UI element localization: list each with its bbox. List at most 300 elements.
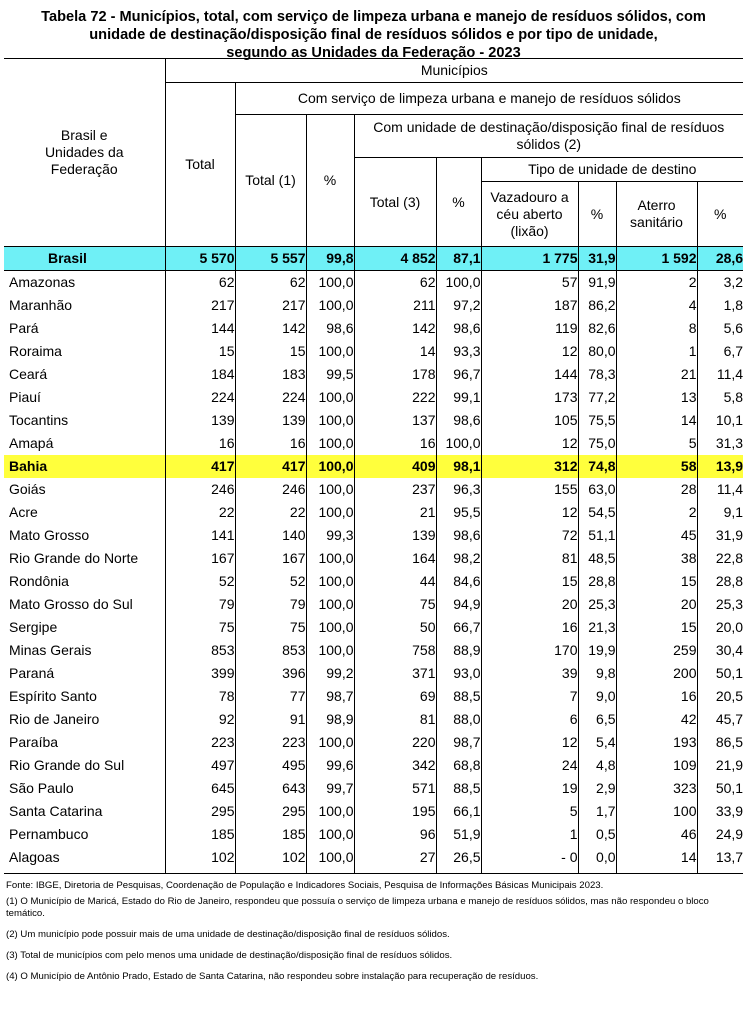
pct-aterro-cell: 5,6 <box>697 317 743 340</box>
pct-vazadouro-cell: 75,0 <box>578 432 616 455</box>
pct-1-cell: 99,5 <box>306 363 354 386</box>
vazadouro-cell: 15 <box>481 570 578 593</box>
uf-name-cell: Tocantins <box>9 412 69 428</box>
table-row <box>4 432 743 455</box>
vazadouro-cell: 1 <box>481 823 578 846</box>
total-1-cell: 224 <box>235 386 306 409</box>
total-cell: 224 <box>165 386 235 409</box>
pct-3-cell: 98,7 <box>436 731 481 754</box>
pct-1-cell: 99,3 <box>306 524 354 547</box>
total-1-cell: 142 <box>235 317 306 340</box>
total-1-cell: 52 <box>235 570 306 593</box>
pct-1-cell: 98,9 <box>306 708 354 731</box>
pct-aterro-cell: 28,8 <box>697 570 743 593</box>
vazadouro-cell: 170 <box>481 639 578 662</box>
pct-3-cell: 99,1 <box>436 386 481 409</box>
pct-1-cell: 100,0 <box>306 432 354 455</box>
aterro-cell: 42 <box>616 708 697 731</box>
total-3-cell: 4 852 <box>354 247 436 271</box>
aterro-cell: 16 <box>616 685 697 708</box>
pct-vazadouro-cell: 31,9 <box>578 247 616 271</box>
pct-1-cell: 99,7 <box>306 777 354 800</box>
total-3-cell: 220 <box>354 731 436 754</box>
total-cell: 62 <box>165 271 235 295</box>
total-1-cell: 5 557 <box>235 247 306 271</box>
vazadouro-cell: 155 <box>481 478 578 501</box>
pct-1-cell: 100,0 <box>306 386 354 409</box>
table-row <box>4 754 743 777</box>
pct-1-cell: 99,2 <box>306 662 354 685</box>
pct-aterro-cell: 20,5 <box>697 685 743 708</box>
total-3-cell: 142 <box>354 317 436 340</box>
pct-vazadouro-cell: 86,2 <box>578 294 616 317</box>
pct-1-cell: 99,6 <box>306 754 354 777</box>
pct-3-cell: 88,5 <box>436 777 481 800</box>
total-cell: 417 <box>165 455 235 478</box>
pct-3-cell: 88,5 <box>436 685 481 708</box>
pct-vazadouro-cell: 75,5 <box>578 409 616 432</box>
total-1-cell: 643 <box>235 777 306 800</box>
header-vazadouro: Vazadouro a céu aberto (lixão) <box>481 182 578 247</box>
pct-aterro-cell: 6,7 <box>697 340 743 363</box>
table-row <box>4 386 743 409</box>
title-line-1: Tabela 72 - Municípios, total, com serviço de limpeza urbana e manejo de resíduos sólidos, com <box>41 9 706 25</box>
vazadouro-cell: 39 <box>481 662 578 685</box>
total-cell: 144 <box>165 317 235 340</box>
uf-name-cell: Pernambuco <box>9 826 89 842</box>
document-page <box>4 0 743 983</box>
table-row <box>4 524 743 547</box>
total-3-cell: 342 <box>354 754 436 777</box>
pct-3-cell: 95,5 <box>436 501 481 524</box>
uf-name-cell: Bahia <box>4 455 165 478</box>
table-row <box>4 685 743 708</box>
pct-vazadouro-cell: 74,8 <box>578 455 616 478</box>
header-total: Total <box>165 83 235 247</box>
total-1-cell: 22 <box>235 501 306 524</box>
pct-vazadouro-cell: 0,0 <box>578 846 616 874</box>
total-cell: 52 <box>165 570 235 593</box>
total-cell: 141 <box>165 524 235 547</box>
header-com-servico: Com serviço de limpeza urbana e manejo de resíduos sólidos <box>235 83 743 115</box>
header-brasil-uf: Brasil e Unidades da Federação <box>4 59 165 247</box>
table-row <box>4 455 743 478</box>
vazadouro-cell: 16 <box>481 616 578 639</box>
pct-aterro-cell: 31,9 <box>697 524 743 547</box>
total-1-cell: 91 <box>235 708 306 731</box>
uf-name-cell: Espírito Santo <box>9 688 97 704</box>
table-row <box>4 501 743 524</box>
pct-1-cell: 100,0 <box>306 593 354 616</box>
vazadouro-cell: 24 <box>481 754 578 777</box>
total-1-cell: 79 <box>235 593 306 616</box>
pct-aterro-cell: 1,8 <box>697 294 743 317</box>
table-row <box>4 294 743 317</box>
pct-vazadouro-cell: 25,3 <box>578 593 616 616</box>
total-1-cell: 167 <box>235 547 306 570</box>
pct-vazadouro-cell: 48,5 <box>578 547 616 570</box>
aterro-cell: 4 <box>616 294 697 317</box>
pct-1-cell: 100,0 <box>306 823 354 846</box>
vazadouro-cell: 12 <box>481 501 578 524</box>
uf-name-cell: Amazonas <box>9 274 76 290</box>
total-1-cell: 77 <box>235 685 306 708</box>
pct-3-cell: 93,0 <box>436 662 481 685</box>
pct-aterro-cell: 50,1 <box>697 662 743 685</box>
vazadouro-cell: 119 <box>481 317 578 340</box>
uf-name-cell: Mato Grosso <box>9 527 90 543</box>
uf-name-cell: Acre <box>9 504 38 520</box>
total-cell: 102 <box>165 846 235 874</box>
table-title <box>4 0 743 61</box>
total-3-cell: 62 <box>354 271 436 295</box>
total-3-cell: 371 <box>354 662 436 685</box>
pct-3-cell: 98,6 <box>436 317 481 340</box>
aterro-cell: 21 <box>616 363 697 386</box>
uf-name-cell: Minas Gerais <box>9 642 92 658</box>
total-1-cell: 853 <box>235 639 306 662</box>
uf-name-cell: Ceará <box>9 366 48 382</box>
pct-vazadouro-cell: 9,8 <box>578 662 616 685</box>
total-cell: 5 570 <box>165 247 235 271</box>
table-row <box>4 478 743 501</box>
table-row <box>4 570 743 593</box>
total-cell: 246 <box>165 478 235 501</box>
pct-3-cell: 84,6 <box>436 570 481 593</box>
pct-vazadouro-cell: 91,9 <box>578 271 616 295</box>
total-3-cell: 27 <box>354 846 436 874</box>
header-tipo-unidade: Tipo de unidade de destino <box>481 158 743 182</box>
total-cell: 295 <box>165 800 235 823</box>
vazadouro-cell: 81 <box>481 547 578 570</box>
pct-vazadouro-cell: 51,1 <box>578 524 616 547</box>
header-total-3: Total (3) <box>354 158 436 247</box>
pct-1-cell: 100,0 <box>306 616 354 639</box>
pct-aterro-cell: 22,8 <box>697 547 743 570</box>
total-1-cell: 140 <box>235 524 306 547</box>
pct-aterro-cell: 5,8 <box>697 386 743 409</box>
footnote-3: (3) Total de municípios com pelo menos uma unidade de destinação/disposição final de resíduos sólidos. <box>6 950 453 961</box>
table-row <box>4 846 743 874</box>
total-3-cell: 139 <box>354 524 436 547</box>
header-pct-1: % <box>306 115 354 247</box>
table-row <box>4 363 743 386</box>
footnote-1: (1) O Município de Maricá, Estado do Rio de Janeiro, respondeu que possuía o serviço de limpeza urbana e manejo de resíduos sólidos, mas não respondeu o bloco temático. <box>6 896 709 919</box>
pct-aterro-cell: 13,7 <box>697 846 743 874</box>
total-1-cell: 62 <box>235 271 306 295</box>
vazadouro-cell: 187 <box>481 294 578 317</box>
table-header <box>4 59 743 247</box>
pct-vazadouro-cell: 6,5 <box>578 708 616 731</box>
pct-aterro-cell: 45,7 <box>697 708 743 731</box>
aterro-cell: 100 <box>616 800 697 823</box>
total-cell: 79 <box>165 593 235 616</box>
total-1-cell: 16 <box>235 432 306 455</box>
total-cell: 853 <box>165 639 235 662</box>
aterro-cell: 38 <box>616 547 697 570</box>
pct-aterro-cell: 50,1 <box>697 777 743 800</box>
data-table <box>4 58 743 874</box>
total-3-cell: 137 <box>354 409 436 432</box>
pct-aterro-cell: 33,9 <box>697 800 743 823</box>
aterro-cell: 14 <box>616 846 697 874</box>
pct-vazadouro-cell: 4,8 <box>578 754 616 777</box>
total-cell: 645 <box>165 777 235 800</box>
header-pct-aterro: % <box>697 182 743 247</box>
uf-name-cell: Rio Grande do Norte <box>9 550 139 566</box>
pct-aterro-cell: 3,2 <box>697 271 743 295</box>
header-aterro: Aterro sanitário <box>616 182 697 247</box>
table-row <box>4 800 743 823</box>
aterro-cell: 323 <box>616 777 697 800</box>
uf-name-cell: Rondônia <box>9 573 69 589</box>
table-row <box>4 616 743 639</box>
pct-aterro-cell: 28,6 <box>697 247 743 271</box>
total-3-cell: 81 <box>354 708 436 731</box>
vazadouro-cell: 144 <box>481 363 578 386</box>
aterro-cell: 109 <box>616 754 697 777</box>
pct-3-cell: 87,1 <box>436 247 481 271</box>
header-com-unidade: Com unidade de destinação/disposição final de resíduos sólidos (2) <box>354 115 743 158</box>
vazadouro-cell: 7 <box>481 685 578 708</box>
aterro-cell: 58 <box>616 455 697 478</box>
pct-1-cell: 100,0 <box>306 846 354 874</box>
aterro-cell: 28 <box>616 478 697 501</box>
pct-1-cell: 100,0 <box>306 547 354 570</box>
total-cell: 184 <box>165 363 235 386</box>
uf-name-cell: Sergipe <box>9 619 58 635</box>
pct-1-cell: 100,0 <box>306 639 354 662</box>
pct-1-cell: 100,0 <box>306 731 354 754</box>
total-3-cell: 195 <box>354 800 436 823</box>
header-municipios: Municípios <box>165 59 743 83</box>
total-3-cell: 14 <box>354 340 436 363</box>
vazadouro-cell: 12 <box>481 432 578 455</box>
total-cell: 399 <box>165 662 235 685</box>
table-row <box>4 271 743 295</box>
pct-vazadouro-cell: 9,0 <box>578 685 616 708</box>
pct-aterro-cell: 21,9 <box>697 754 743 777</box>
footnote-2: (2) Um município pode possuir mais de uma unidade de destinação/disposição final de resíduos sólidos. <box>6 929 450 940</box>
pct-3-cell: 96,3 <box>436 478 481 501</box>
total-1-cell: 495 <box>235 754 306 777</box>
uf-name-cell: Piauí <box>9 389 41 405</box>
vazadouro-cell: 1 775 <box>481 247 578 271</box>
pct-vazadouro-cell: 1,7 <box>578 800 616 823</box>
pct-aterro-cell: 10,1 <box>697 409 743 432</box>
total-3-cell: 571 <box>354 777 436 800</box>
header-total-1: Total (1) <box>235 115 306 247</box>
vazadouro-cell: 312 <box>481 455 578 478</box>
pct-1-cell: 99,8 <box>306 247 354 271</box>
total-cell: 223 <box>165 731 235 754</box>
vazadouro-cell: 105 <box>481 409 578 432</box>
pct-vazadouro-cell: 5,4 <box>578 731 616 754</box>
vazadouro-cell: 19 <box>481 777 578 800</box>
pct-3-cell: 98,6 <box>436 524 481 547</box>
pct-vazadouro-cell: 78,3 <box>578 363 616 386</box>
total-3-cell: 69 <box>354 685 436 708</box>
aterro-cell: 1 592 <box>616 247 697 271</box>
total-1-cell: 223 <box>235 731 306 754</box>
uf-name-cell: Alagoas <box>4 846 165 874</box>
total-1-cell: 295 <box>235 800 306 823</box>
vazadouro-cell: 20 <box>481 593 578 616</box>
aterro-cell: 193 <box>616 731 697 754</box>
pct-1-cell: 100,0 <box>306 271 354 295</box>
aterro-cell: 14 <box>616 409 697 432</box>
total-3-cell: 409 <box>354 455 436 478</box>
pct-3-cell: 100,0 <box>436 271 481 295</box>
uf-name-cell: Pará <box>9 320 39 336</box>
table-row <box>4 731 743 754</box>
footnotes <box>4 880 743 983</box>
uf-name-cell: Maranhão <box>9 297 73 313</box>
total-1-cell: 396 <box>235 662 306 685</box>
aterro-cell: 8 <box>616 317 697 340</box>
total-cell: 217 <box>165 294 235 317</box>
pct-vazadouro-cell: 77,2 <box>578 386 616 409</box>
uf-name-cell: Roraima <box>9 343 62 359</box>
aterro-cell: 5 <box>616 432 697 455</box>
pct-1-cell: 98,6 <box>306 317 354 340</box>
pct-vazadouro-cell: 54,5 <box>578 501 616 524</box>
total-3-cell: 50 <box>354 616 436 639</box>
total-cell: 167 <box>165 547 235 570</box>
pct-1-cell: 100,0 <box>306 478 354 501</box>
total-3-cell: 44 <box>354 570 436 593</box>
uf-name-cell: Paraná <box>9 665 55 681</box>
pct-3-cell: 97,2 <box>436 294 481 317</box>
total-1-cell: 185 <box>235 823 306 846</box>
aterro-cell: 15 <box>616 570 697 593</box>
pct-1-cell: 100,0 <box>306 570 354 593</box>
uf-name-cell: Brasil <box>4 247 165 271</box>
table-row <box>4 409 743 432</box>
footnote-source: Fonte: IBGE, Diretoria de Pesquisas, Coordenação de População e Indicadores Sociais, Pesquisa de Informações Básicas Municipais 2023. <box>6 880 604 891</box>
aterro-cell: 46 <box>616 823 697 846</box>
pct-aterro-cell: 30,4 <box>697 639 743 662</box>
pct-vazadouro-cell: 21,3 <box>578 616 616 639</box>
pct-3-cell: 94,9 <box>436 593 481 616</box>
total-3-cell: 237 <box>354 478 436 501</box>
pct-3-cell: 98,6 <box>436 409 481 432</box>
vazadouro-cell: 5 <box>481 800 578 823</box>
aterro-cell: 259 <box>616 639 697 662</box>
table-row <box>4 777 743 800</box>
total-cell: 78 <box>165 685 235 708</box>
total-cell: 139 <box>165 409 235 432</box>
total-1-cell: 75 <box>235 616 306 639</box>
total-1-cell: 183 <box>235 363 306 386</box>
aterro-cell: 1 <box>616 340 697 363</box>
uf-name-cell: Mato Grosso do Sul <box>9 596 133 612</box>
total-1-cell: 217 <box>235 294 306 317</box>
pct-aterro-cell: 13,9 <box>697 455 743 478</box>
pct-vazadouro-cell: 63,0 <box>578 478 616 501</box>
total-1-cell: 139 <box>235 409 306 432</box>
vazadouro-cell: 6 <box>481 708 578 731</box>
pct-1-cell: 100,0 <box>306 409 354 432</box>
table-row <box>4 823 743 846</box>
pct-aterro-cell: 11,4 <box>697 478 743 501</box>
total-3-cell: 75 <box>354 593 436 616</box>
total-3-cell: 211 <box>354 294 436 317</box>
pct-1-cell: 100,0 <box>306 800 354 823</box>
header-pct-3: % <box>436 158 481 247</box>
uf-name-cell: Amapá <box>9 435 54 451</box>
total-cell: 16 <box>165 432 235 455</box>
pct-1-cell: 100,0 <box>306 501 354 524</box>
aterro-cell: 13 <box>616 386 697 409</box>
pct-vazadouro-cell: 19,9 <box>578 639 616 662</box>
table-row <box>4 708 743 731</box>
pct-vazadouro-cell: 2,9 <box>578 777 616 800</box>
pct-1-cell: 98,7 <box>306 685 354 708</box>
pct-aterro-cell: 25,3 <box>697 593 743 616</box>
pct-vazadouro-cell: 80,0 <box>578 340 616 363</box>
total-3-cell: 758 <box>354 639 436 662</box>
pct-aterro-cell: 9,1 <box>697 501 743 524</box>
vazadouro-cell: 12 <box>481 340 578 363</box>
total-1-cell: 15 <box>235 340 306 363</box>
uf-name-cell: Goiás <box>9 481 46 497</box>
pct-3-cell: 98,2 <box>436 547 481 570</box>
pct-3-cell: 66,1 <box>436 800 481 823</box>
vazadouro-cell: 173 <box>481 386 578 409</box>
pct-3-cell: 26,5 <box>436 846 481 874</box>
total-3-cell: 178 <box>354 363 436 386</box>
total-1-cell: 246 <box>235 478 306 501</box>
total-3-cell: 96 <box>354 823 436 846</box>
total-cell: 497 <box>165 754 235 777</box>
table-row <box>4 662 743 685</box>
pct-3-cell: 88,0 <box>436 708 481 731</box>
pct-3-cell: 68,8 <box>436 754 481 777</box>
table-body <box>4 247 743 874</box>
uf-name-cell: Paraíba <box>9 734 59 750</box>
pct-3-cell: 51,9 <box>436 823 481 846</box>
pct-vazadouro-cell: 0,5 <box>578 823 616 846</box>
pct-vazadouro-cell: 28,8 <box>578 570 616 593</box>
aterro-cell: 20 <box>616 593 697 616</box>
vazadouro-cell: - 0 <box>481 846 578 874</box>
aterro-cell: 200 <box>616 662 697 685</box>
vazadouro-cell: 72 <box>481 524 578 547</box>
total-cell: 22 <box>165 501 235 524</box>
total-cell: 185 <box>165 823 235 846</box>
pct-aterro-cell: 11,4 <box>697 363 743 386</box>
table-row <box>4 593 743 616</box>
table-row <box>4 340 743 363</box>
total-cell: 15 <box>165 340 235 363</box>
pct-1-cell: 100,0 <box>306 340 354 363</box>
pct-3-cell: 96,7 <box>436 363 481 386</box>
total-3-cell: 164 <box>354 547 436 570</box>
aterro-cell: 2 <box>616 501 697 524</box>
footnote-4: (4) O Município de Antônio Prado, Estado de Santa Catarina, não respondeu sobre instalação para recuperação de resíduos. <box>6 971 539 982</box>
pct-aterro-cell: 20,0 <box>697 616 743 639</box>
aterro-cell: 15 <box>616 616 697 639</box>
aterro-cell: 2 <box>616 271 697 295</box>
pct-1-cell: 100,0 <box>306 294 354 317</box>
pct-3-cell: 66,7 <box>436 616 481 639</box>
pct-3-cell: 93,3 <box>436 340 481 363</box>
title-line-3: segundo as Unidades da Federação - 2023 <box>226 45 521 61</box>
total-3-cell: 222 <box>354 386 436 409</box>
table-row <box>4 317 743 340</box>
total-cell: 75 <box>165 616 235 639</box>
